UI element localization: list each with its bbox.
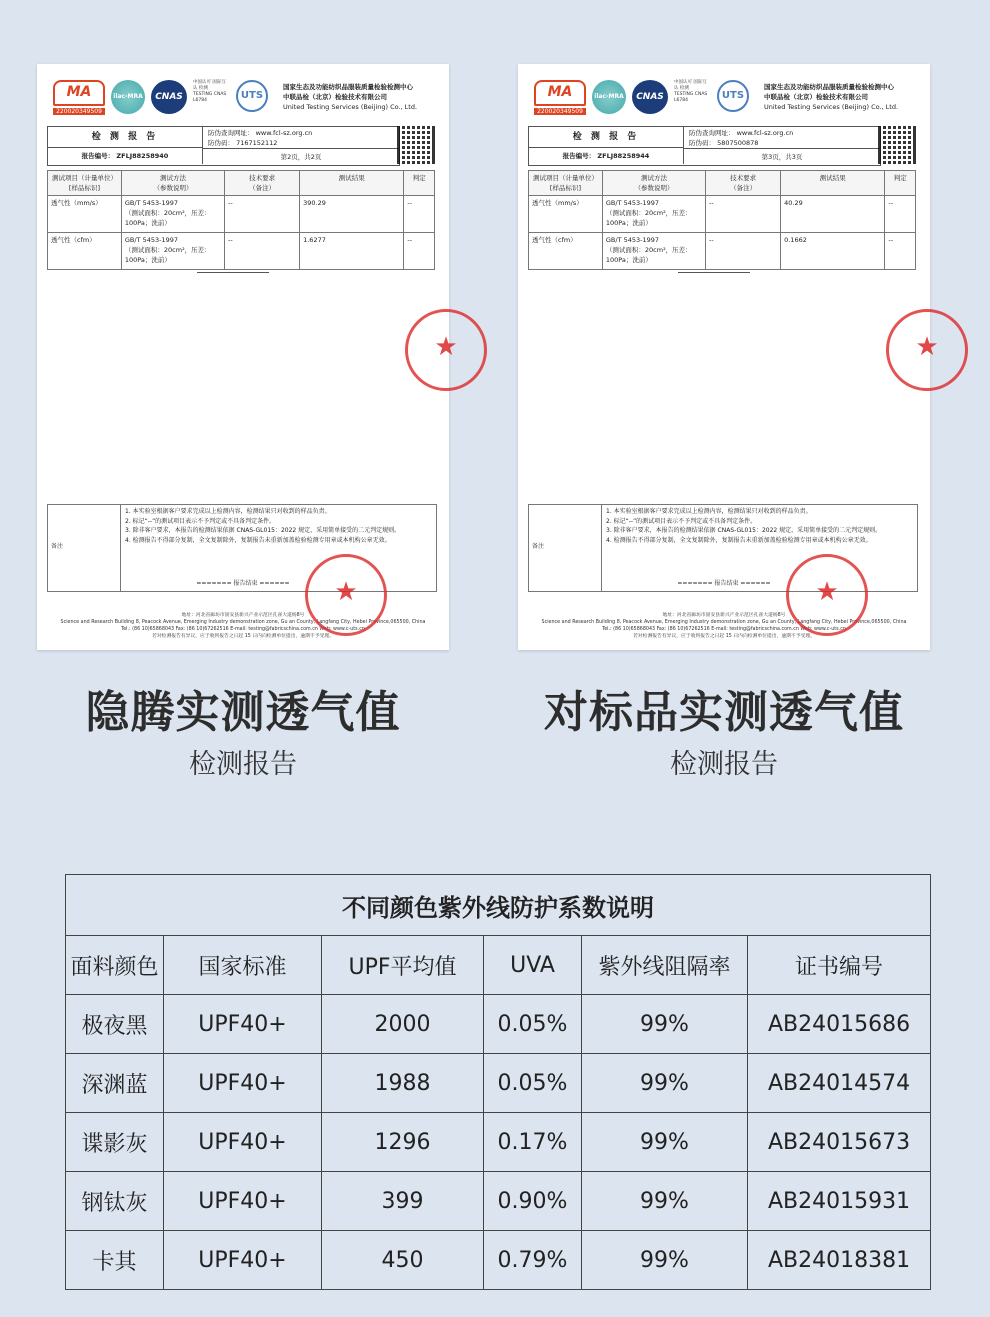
report-column-header: 技术要求 （备注） xyxy=(225,171,300,196)
notes-text: 1. 本实验室根据客户要求完成以上检测内容，检测结果只对收到的样品负责。 2. 标记“--”的测试项目表示不予判定或不具备判定条件。 3. 除非客户要求，本报告的检测结果依据 CNAS-GL015：2022 规定，采用简单接受的二元判定规则。 4. 检测报告不得部分复制，全文复制除外，复制报告未重新加盖检验检测专用章或本机构公章无效。 xyxy=(601,505,917,591)
upf-cell: 1296 xyxy=(322,1113,484,1172)
report-column-header: 测试项目（计量单位） [样品标识] xyxy=(48,171,122,196)
report-cell-result: 390.29 xyxy=(300,196,404,233)
upf-cell: UPF40+ xyxy=(164,995,322,1054)
report-column-header: 技术要求 （备注） xyxy=(706,171,781,196)
upf-cell: UPF40+ xyxy=(164,1113,322,1172)
upf-table-body xyxy=(66,995,931,1290)
left-caption-title: 隐腾实测透气值 xyxy=(85,687,401,738)
upf-cell: 0.05% xyxy=(484,1054,582,1113)
report-cell-judge: -- xyxy=(885,233,916,270)
upf-cell: AB24015931 xyxy=(748,1172,931,1231)
cma-logo xyxy=(534,80,586,114)
anti-fake-site: 防伪查询网址： www.fcl-sz.org.cn xyxy=(689,129,794,137)
upf-cell: 0.90% xyxy=(484,1172,582,1231)
report-cell-req: -- xyxy=(225,196,300,233)
cma-number: 220020349509 xyxy=(53,108,105,115)
left-caption-subtitle: 检测报告 xyxy=(189,749,297,780)
stamp-star-icon: ★ xyxy=(334,577,358,607)
report-data-table xyxy=(528,170,916,270)
testing-mark: 中国认可 国际互认 检测 TESTING CNAS L6784 xyxy=(193,80,227,103)
qr-code xyxy=(878,126,916,164)
upf-table-header-row xyxy=(66,936,931,995)
upf-table xyxy=(65,874,931,1290)
report-cell-result: 40.29 xyxy=(781,196,885,233)
upf-column-header: 国家标准 xyxy=(164,936,322,995)
stamp-star-icon: ★ xyxy=(434,332,458,362)
report-cell-judge: -- xyxy=(885,196,916,233)
org-name-cn-1: 国家生态及功能纺织品服装质量检验检测中心 xyxy=(283,83,413,91)
right-caption-title: 对标品实测透气值 xyxy=(544,687,904,738)
report-column-header: 测试方法 （参数说明） xyxy=(602,171,705,196)
report-cell-req: -- xyxy=(706,196,781,233)
report-cell-method: GB/T 5453-1997 （测试面积：20cm²，压差：100Pa；洗前） xyxy=(121,233,224,270)
report-header xyxy=(534,76,918,120)
report-column-header: 测试方法 （参数说明） xyxy=(121,171,224,196)
report-column-header: 测试项目（计量单位） [样品标识] xyxy=(529,171,603,196)
inspection-stamp-side xyxy=(886,309,968,391)
upf-cell: 99% xyxy=(582,995,748,1054)
upf-column-header: UVA xyxy=(484,936,582,995)
upf-cell: 99% xyxy=(582,1054,748,1113)
anti-fake-info xyxy=(208,128,312,148)
upf-cell: AB24014574 xyxy=(748,1054,931,1113)
report-data-table xyxy=(47,170,435,270)
ilac-mra-logo: ilac-MRA xyxy=(592,80,626,114)
report-table-header xyxy=(48,171,435,196)
section-divider xyxy=(678,272,750,273)
organization-name xyxy=(764,82,934,112)
report-cell-result: 1.6277 xyxy=(300,233,404,270)
report-title-box xyxy=(47,126,400,166)
upf-table-row xyxy=(66,1231,931,1290)
qr-code xyxy=(397,126,435,164)
report-column-header: 判定 xyxy=(404,171,435,196)
cma-logo xyxy=(53,80,105,114)
notes-label: 备注 xyxy=(51,543,64,550)
upf-table-row xyxy=(66,1113,931,1172)
page-number: 第2页，共2页 xyxy=(203,148,399,165)
upf-cell: 99% xyxy=(582,1231,748,1290)
upf-cell: UPF40+ xyxy=(164,1231,322,1290)
report-end-mark: ======= 报告结束 ====== xyxy=(196,580,290,587)
upf-cell: 0.79% xyxy=(484,1231,582,1290)
report-cell-item: 透气性（cfm） xyxy=(529,233,603,270)
report-cell-result: 0.1662 xyxy=(781,233,885,270)
upf-cell: 99% xyxy=(582,1172,748,1231)
upf-cell: 0.17% xyxy=(484,1113,582,1172)
cma-number: 220020349509 xyxy=(534,108,586,115)
upf-cell: 450 xyxy=(322,1231,484,1290)
upf-table-row xyxy=(66,1172,931,1231)
report-table-header xyxy=(529,171,916,196)
upf-table-caption: 不同颜色紫外线防护系数说明 xyxy=(66,875,931,936)
report-cell-item: 透气性（cfm） xyxy=(48,233,122,270)
cma-mark: MA xyxy=(53,80,105,106)
test-report-left xyxy=(37,64,458,650)
anti-fake-code: 防伪码： 5807500878 xyxy=(689,139,759,147)
org-name-cn-2: 中联品检（北京）检验技术有限公司 xyxy=(283,93,387,101)
upf-cell: 极夜黑 xyxy=(66,995,164,1054)
report-cell-judge: -- xyxy=(404,233,435,270)
upf-cell: 深渊蓝 xyxy=(66,1054,164,1113)
report-cell-method: GB/T 5453-1997 （测试面积：20cm²，压差：100Pa；洗前） xyxy=(602,233,705,270)
report-table-row xyxy=(48,196,435,233)
report-column-header: 判定 xyxy=(885,171,916,196)
org-name-en: United Testing Services (Beijing) Co., Ltd. xyxy=(283,103,418,111)
inspection-stamp-bottom xyxy=(305,554,387,636)
upf-cell: 2000 xyxy=(322,995,484,1054)
upf-cell: AB24015673 xyxy=(748,1113,931,1172)
cnas-logo: CNAS xyxy=(151,80,187,114)
upf-cell: 1988 xyxy=(322,1054,484,1113)
upf-column-header: 证书编号 xyxy=(748,936,931,995)
report-number: 报告编号： ZFLJ88258940 xyxy=(48,148,203,164)
inspection-stamp-bottom xyxy=(786,554,868,636)
upf-cell: 399 xyxy=(322,1172,484,1231)
report-title: 检 测 报 告 xyxy=(529,127,684,148)
report-table-row xyxy=(529,196,916,233)
upf-cell: UPF40+ xyxy=(164,1054,322,1113)
stamp-star-icon: ★ xyxy=(915,332,939,362)
org-name-en: United Testing Services (Beijing) Co., Ltd. xyxy=(764,103,899,111)
cnas-logo: CNAS xyxy=(632,80,668,114)
inspection-stamp-side xyxy=(405,309,487,391)
report-cell-judge: -- xyxy=(404,196,435,233)
report-header xyxy=(53,76,437,120)
upf-table-row xyxy=(66,1054,931,1113)
org-name-cn-2: 中联品检（北京）检验技术有限公司 xyxy=(764,93,868,101)
section-divider xyxy=(197,272,269,273)
upf-cell: AB24015686 xyxy=(748,995,931,1054)
upf-column-header: 紫外线阻隔率 xyxy=(582,936,748,995)
report-table-row xyxy=(529,233,916,270)
org-name-cn-1: 国家生态及功能纺织品服装质量检验检测中心 xyxy=(764,83,894,91)
upf-cell: 钢钛灰 xyxy=(66,1172,164,1231)
upf-column-header: UPF平均值 xyxy=(322,936,484,995)
upf-cell: 谍影灰 xyxy=(66,1113,164,1172)
report-cell-method: GB/T 5453-1997 （测试面积：20cm²，压差：100Pa；洗前） xyxy=(602,196,705,233)
testing-mark: 中国认可 国际互认 检测 TESTING CNAS L6784 xyxy=(674,80,708,103)
uts-logo: UTS xyxy=(236,80,268,112)
report-cell-item: 透气性（mm/s） xyxy=(529,196,603,233)
upf-cell: UPF40+ xyxy=(164,1172,322,1231)
report-end-mark: ======= 报告结束 ====== xyxy=(677,580,771,587)
upf-cell: 99% xyxy=(582,1113,748,1172)
anti-fake-site: 防伪查询网址： www.fcl-sz.org.cn xyxy=(208,129,313,137)
report-footer: 地址：河北省廊坊市固安县新兴产业示范区孔雀大道杨8号 Science and Research Building 8, Peacock Avenue, Emerging Industry demonstration zone, Gu an County, Langfang City, Hebei Province,065500, China Tel.: (86 10)65868043 Fax: (86 10)67262516 E-mail: testing@fabricschina.com.cn Web: www.c-uts.cn 若对检测报告有异议，应于收到报告之日起 15 日内向检测单位提出，逾期不予受理。 xyxy=(60,613,426,639)
test-report-right xyxy=(518,64,939,650)
anti-fake-code: 防伪码： 7167152112 xyxy=(208,139,278,147)
report-column-header: 测试结果 xyxy=(781,171,885,196)
upf-cell: 卡其 xyxy=(66,1231,164,1290)
cma-mark: MA xyxy=(534,80,586,106)
report-cell-req: -- xyxy=(225,233,300,270)
stamp-star-icon: ★ xyxy=(815,577,839,607)
notes-label: 备注 xyxy=(532,543,545,550)
notes-text: 1. 本实验室根据客户要求完成以上检测内容，检测结果只对收到的样品负责。 2. 标记“--”的测试项目表示不予判定或不具备判定条件。 3. 除非客户要求，本报告的检测结果依据 CNAS-GL015：2022 规定，采用简单接受的二元判定规则。 4. 检测报告不得部分复制，全文复制除外，复制报告未重新加盖检验检测专用章或本机构公章无效。 xyxy=(120,505,436,591)
upf-cell: AB24018381 xyxy=(748,1231,931,1290)
report-table-row xyxy=(48,233,435,270)
uts-logo: UTS xyxy=(717,80,749,112)
right-caption-subtitle: 检测报告 xyxy=(670,749,778,780)
anti-fake-info xyxy=(689,128,793,148)
organization-name xyxy=(283,82,453,112)
report-title: 检 测 报 告 xyxy=(48,127,203,148)
report-footer: 地址：河北省廊坊市固安县新兴产业示范区孔雀大道杨8号 Science and Research Building 8, Peacock Avenue, Emerging Industry demonstration zone, Gu an County, Langfang City, Hebei Province,065500, China Tel.: (86 10)65868043 Fax: (86 10)67262516 E-mail: testing@fabricschina.com.cn Web: www.c-uts.cn 若对检测报告有异议，应于收到报告之日起 15 日内向检测单位提出，逾期不予受理。 xyxy=(541,613,907,639)
upf-table-row xyxy=(66,995,931,1054)
report-title-box xyxy=(528,126,881,166)
report-column-header: 测试结果 xyxy=(300,171,404,196)
page-number: 第3页，共3页 xyxy=(684,148,880,165)
ilac-mra-logo: ilac-MRA xyxy=(111,80,145,114)
report-number: 报告编号： ZFLJ88258944 xyxy=(529,148,684,164)
report-cell-req: -- xyxy=(706,233,781,270)
report-cell-method: GB/T 5453-1997 （测试面积：20cm²，压差：100Pa；洗前） xyxy=(121,196,224,233)
report-cell-item: 透气性（mm/s） xyxy=(48,196,122,233)
upf-cell: 0.05% xyxy=(484,995,582,1054)
upf-column-header: 面料颜色 xyxy=(66,936,164,995)
